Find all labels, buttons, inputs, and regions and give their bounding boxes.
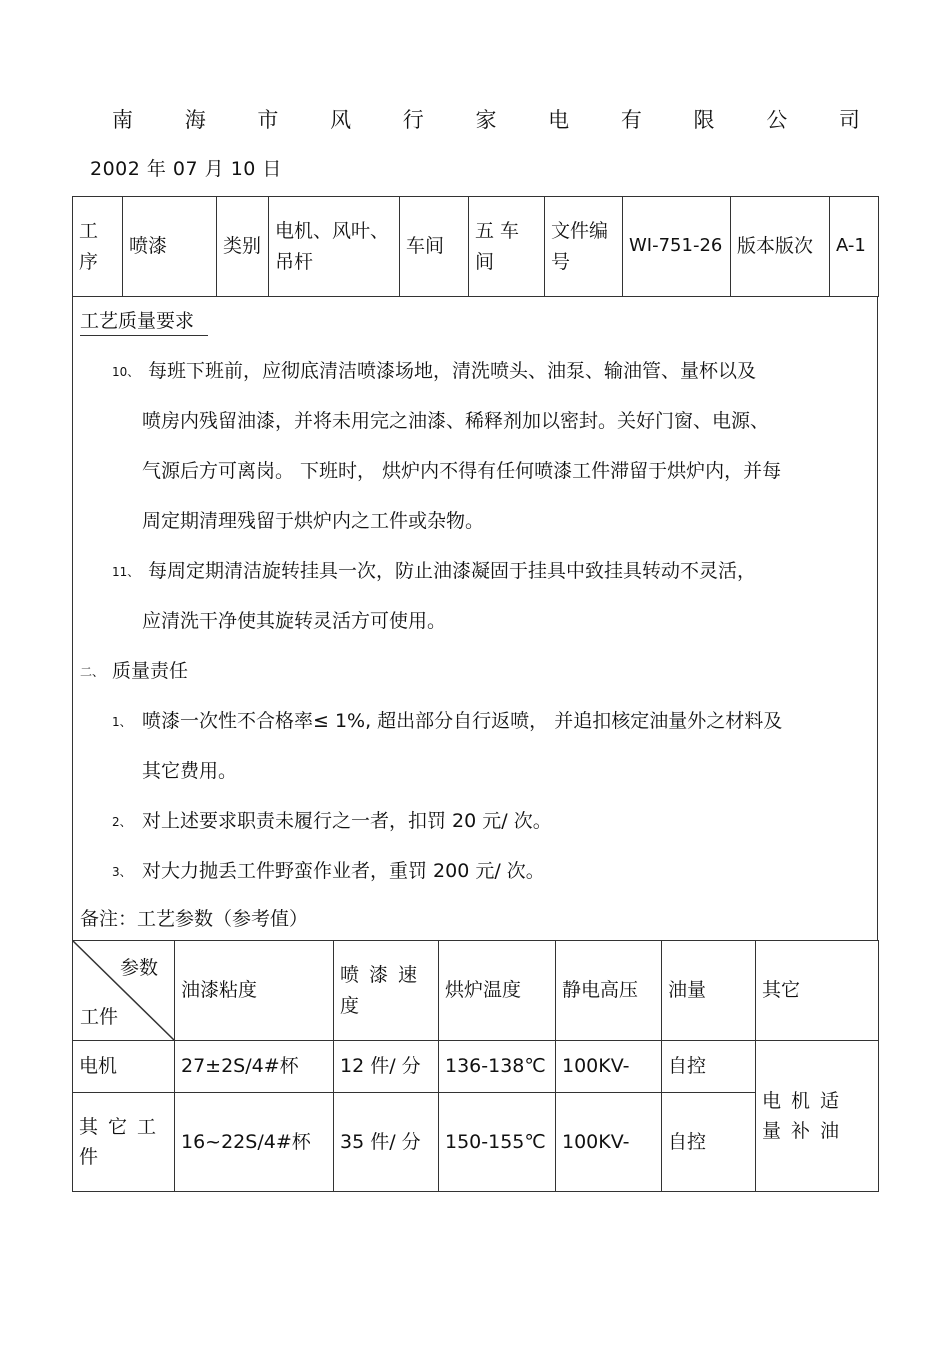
section-number: 二、 xyxy=(80,665,105,679)
params-corner-cell xyxy=(73,941,175,1041)
company-char: 司 xyxy=(838,108,860,132)
item-line: 喷房内残留油漆，并将未用完之油漆、稀释剂加以密封。关好门窗、电源、 xyxy=(142,410,770,432)
workshop-value: 五 车间 xyxy=(469,197,545,297)
process-value: 喷漆 xyxy=(123,197,217,297)
row-speed: 12 件/ 分 xyxy=(334,1041,439,1093)
header-other: 其它 xyxy=(756,941,879,1041)
row-name: 其它工件 xyxy=(73,1093,175,1192)
doc-no-value: WI-751-26 xyxy=(623,197,731,297)
remark: 备注：工艺参数（参考值） xyxy=(80,908,309,930)
company-char: 南 xyxy=(112,108,133,132)
company-char: 风 xyxy=(330,108,352,132)
other-note: 电机适量补油 xyxy=(756,1041,879,1192)
company-char: 海 xyxy=(184,108,206,132)
category-label: 类别 xyxy=(217,197,269,297)
company-char: 限 xyxy=(693,108,715,132)
row-name: 电机 xyxy=(73,1041,175,1093)
corner-top-label: 参数 xyxy=(119,957,158,979)
quality-item-line: 对大力抛丢工件野蛮作业者，重罚 200 元/ 次。 xyxy=(142,860,545,882)
row-viscosity: 16~22S/4#杯 xyxy=(175,1093,334,1192)
company-char: 家 xyxy=(475,108,497,132)
row-oil: 自控 xyxy=(662,1041,756,1093)
item-line: 气源后方可离岗。 下班时， 烘炉内不得有任何喷漆工件滞留于烘炉内，并每 xyxy=(142,460,782,482)
item-line: 每班下班前，应彻底清洁喷漆场地，清洗喷头、油泵、输油管、量杯以及 xyxy=(148,360,757,382)
company-char: 行 xyxy=(402,108,424,132)
row-oil: 自控 xyxy=(662,1093,756,1192)
quality-item-number: 2、 xyxy=(112,815,132,829)
row-viscosity: 27±2S/4#杯 xyxy=(175,1041,334,1093)
row-speed: 35 件/ 分 xyxy=(334,1093,439,1192)
row-voltage: 100KV- xyxy=(556,1041,662,1093)
header-oil: 油量 xyxy=(662,941,756,1041)
document-date: 2002 年 07 月 10 日 xyxy=(90,158,282,180)
row-temp: 136-138℃ xyxy=(439,1041,556,1093)
row-temp: 150-155℃ xyxy=(439,1093,556,1192)
company-char: 市 xyxy=(257,108,279,132)
doc-no-label: 文件编号 xyxy=(545,197,623,297)
quality-item-number: 1、 xyxy=(112,715,132,729)
item-line: 应清洗干净使其旋转灵活方可使用。 xyxy=(142,610,447,632)
process-label: 工序 xyxy=(73,197,123,297)
company-char: 电 xyxy=(548,108,570,132)
quality-title: 质量责任 xyxy=(112,660,189,682)
quality-item-number: 3、 xyxy=(112,865,132,879)
company-char: 公 xyxy=(766,108,788,132)
company-name xyxy=(112,104,860,134)
section-title: 工艺质量要求 xyxy=(80,306,208,336)
header-voltage: 静电高压 xyxy=(556,941,662,1041)
params-table xyxy=(72,940,879,1192)
row-voltage: 100KV- xyxy=(556,1093,662,1192)
item-number: 10、 xyxy=(112,365,140,379)
header-table xyxy=(72,196,879,297)
header-viscosity: 油漆粘度 xyxy=(175,941,334,1041)
quality-item-line: 其它费用。 xyxy=(142,760,238,782)
company-char: 有 xyxy=(620,108,642,132)
version-value: A-1 xyxy=(830,197,879,297)
corner-bottom-label: 工件 xyxy=(80,1005,119,1028)
category-value: 电机、风叶、吊杆 xyxy=(269,197,400,297)
quality-item-line: 对上述要求职责未履行之一者，扣罚 20 元/ 次。 xyxy=(142,810,552,832)
header-temp: 烘炉温度 xyxy=(439,941,556,1041)
item-line: 周定期清理残留于烘炉内之工件或杂物。 xyxy=(142,510,485,532)
header-speed: 喷漆速度 xyxy=(334,941,439,1041)
item-line: 每周定期清洁旋转挂具一次，防止油漆凝固于挂具中致挂具转动不灵活， xyxy=(148,560,757,582)
item-number: 11、 xyxy=(112,565,140,579)
workshop-label: 车间 xyxy=(400,197,469,297)
quality-item-line: 喷漆一次性不合格率≤ 1%, 超出部分自行返喷， 并追扣核定油量外之材料及 xyxy=(142,710,783,732)
version-label: 版本版次 xyxy=(731,197,830,297)
